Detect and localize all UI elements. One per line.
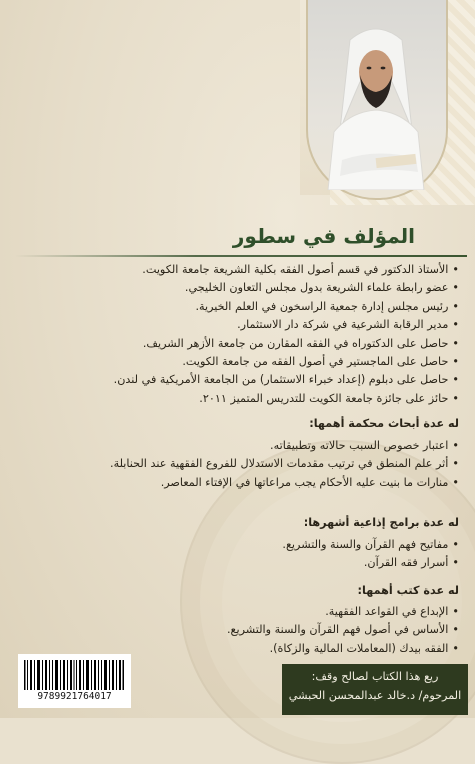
author-photo: [320, 20, 432, 190]
isbn-barcode: [18, 654, 131, 708]
author-section-heading: المؤلف في سطور: [232, 224, 415, 248]
list-item: • منارات ما بنيت عليه الأحكام يجب مراعاتها في الإفتاء المعاصر.: [19, 474, 459, 492]
books-list: [19, 603, 459, 658]
list-item: • أثر علم المنطق في ترتيب مقدمات الاستدلال للفروع الفقهية عند الحنابلة.: [19, 455, 459, 473]
list-item: • مدير الرقابة الشرعية في شركة دار الاستثمار.: [19, 316, 459, 334]
list-item: • حاصل على دبلوم (إعداد خبراء الاستثمار) من الجامعة الأمريكية في لندن.: [19, 371, 459, 389]
list-item: • حاصل على الماجستير في أصول الفقه من جامعة الكويت.: [19, 353, 459, 371]
list-item: • الأستاذ الدكتور في قسم أصول الفقه بكلية الشريعة جامعة الكويت.: [19, 261, 459, 279]
research-heading: له عدة أبحاث محكمة أهمها:: [309, 417, 459, 430]
research-list: [19, 437, 459, 492]
books-heading: له عدة كتب أهمها:: [357, 584, 459, 597]
waqf-box: [282, 664, 468, 715]
isbn-number: 9789921764017: [37, 691, 112, 702]
waqf-line-2: المرحوم/ د.خالد عبدالمحسن الحبشي: [288, 689, 462, 702]
list-item: • حاصل على الدكتوراه في الفقه المقارن من جامعة الأزهر الشريف.: [19, 335, 459, 353]
author-bio-list: [19, 261, 459, 408]
radio-programs-list: [19, 536, 459, 573]
list-item: • عضو رابطة علماء الشريعة بدول مجلس التعاون الخليجي.: [19, 279, 459, 297]
list-item: • رئيس مجلس إدارة جمعية الراسخون في العلم الخيرية.: [19, 298, 459, 316]
list-item: • حائز على جائزة جامعة الكويت للتدريس المتميز ٢٠١١.: [19, 390, 459, 408]
list-item: • الفقه بيدك (المعاملات المالية والزكاة).: [19, 640, 459, 658]
list-item: • الأساس في أصول فهم القرآن والسنة والتشريع.: [19, 621, 459, 639]
list-item: • مفاتيح فهم القرآن والسنة والتشريع.: [19, 536, 459, 554]
list-item: • الإبداع في القواعد الفقهية.: [19, 603, 459, 621]
waqf-line-1: ريع هذا الكتاب لصالح وقف:: [311, 670, 439, 683]
list-item: • أسرار فقه القرآن.: [19, 554, 459, 572]
barcode-icon: [24, 660, 124, 690]
heading-divider: [15, 255, 467, 257]
radio-programs-heading: له عدة برامج إذاعية أشهرها:: [303, 516, 459, 529]
list-item: • اعتبار خصوص السبب حالاته وتطبيقاته.: [19, 437, 459, 455]
